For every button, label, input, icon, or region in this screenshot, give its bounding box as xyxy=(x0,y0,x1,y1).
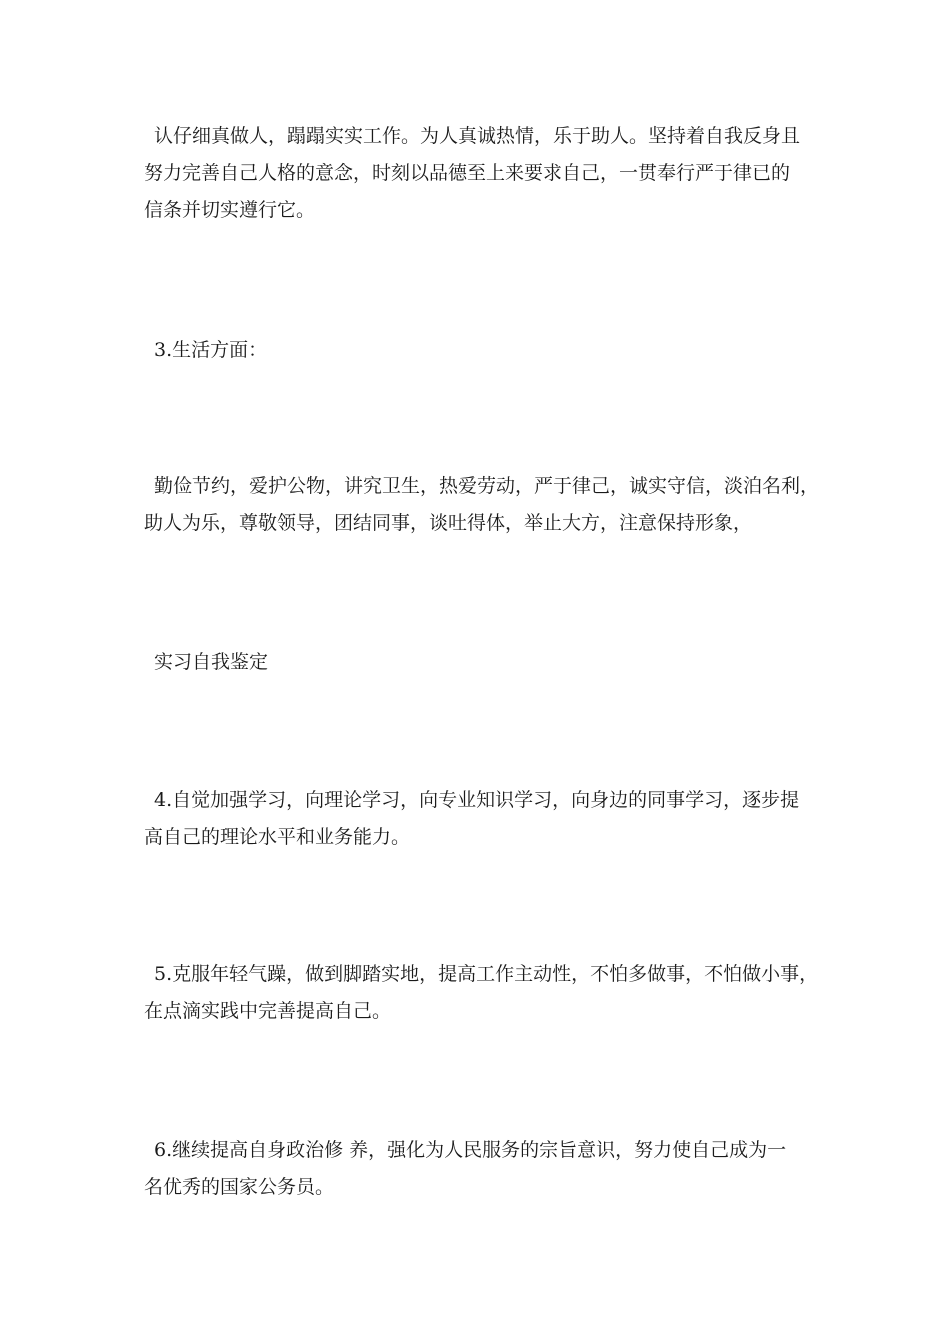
paragraph-item-5 xyxy=(144,956,834,1030)
section-heading-life xyxy=(144,332,834,369)
text-line: 信条并切实遵行它。 xyxy=(144,199,316,221)
text-line: 4.自觉加强学习，向理论学习，向专业知识学习，向身边的同事学习，逐步提 xyxy=(154,789,800,811)
text-line: 6.继续提高自身政治修 养，强化为人民服务的宗旨意识，努力使自己成为一 xyxy=(154,1139,787,1161)
text-line: 5.克服年轻气躁，做到脚踏实地，提高工作主动性，不怕多做事，不怕做小事， xyxy=(154,963,819,985)
text-line: 认仔细真做人，蹋蹋实实工作。为人真诚热情，乐于助人。坚持着自我反身且 xyxy=(154,125,801,147)
text-line: 勤俭节约，爱护公物，讲究卫生，热爱劳动，严于律己，诚实守信，淡泊名利， xyxy=(154,475,820,497)
paragraph-item-4 xyxy=(144,782,834,856)
text-line: 高自己的理论水平和业务能力。 xyxy=(144,826,411,848)
text-line: 在点滴实践中完善提高自己。 xyxy=(144,1000,392,1022)
paragraph-life xyxy=(144,468,834,542)
text-line: 实习自我鉴定 xyxy=(154,651,269,673)
text-line: 3.生活方面： xyxy=(154,339,268,361)
paragraph-item-6 xyxy=(144,1132,834,1206)
text-line: 努力完善自己人格的意念，时刻以品德至上来要求自己，一贯奉行严于律已的 xyxy=(144,162,791,184)
text-line: 名优秀的国家公务员。 xyxy=(144,1176,335,1198)
section-heading-self-assessment xyxy=(144,644,834,681)
paragraph-character xyxy=(144,118,834,229)
text-line: 助人为乐，尊敬领导，团结同事，谈吐得体，举止大方，注意保持形象， xyxy=(144,512,753,534)
